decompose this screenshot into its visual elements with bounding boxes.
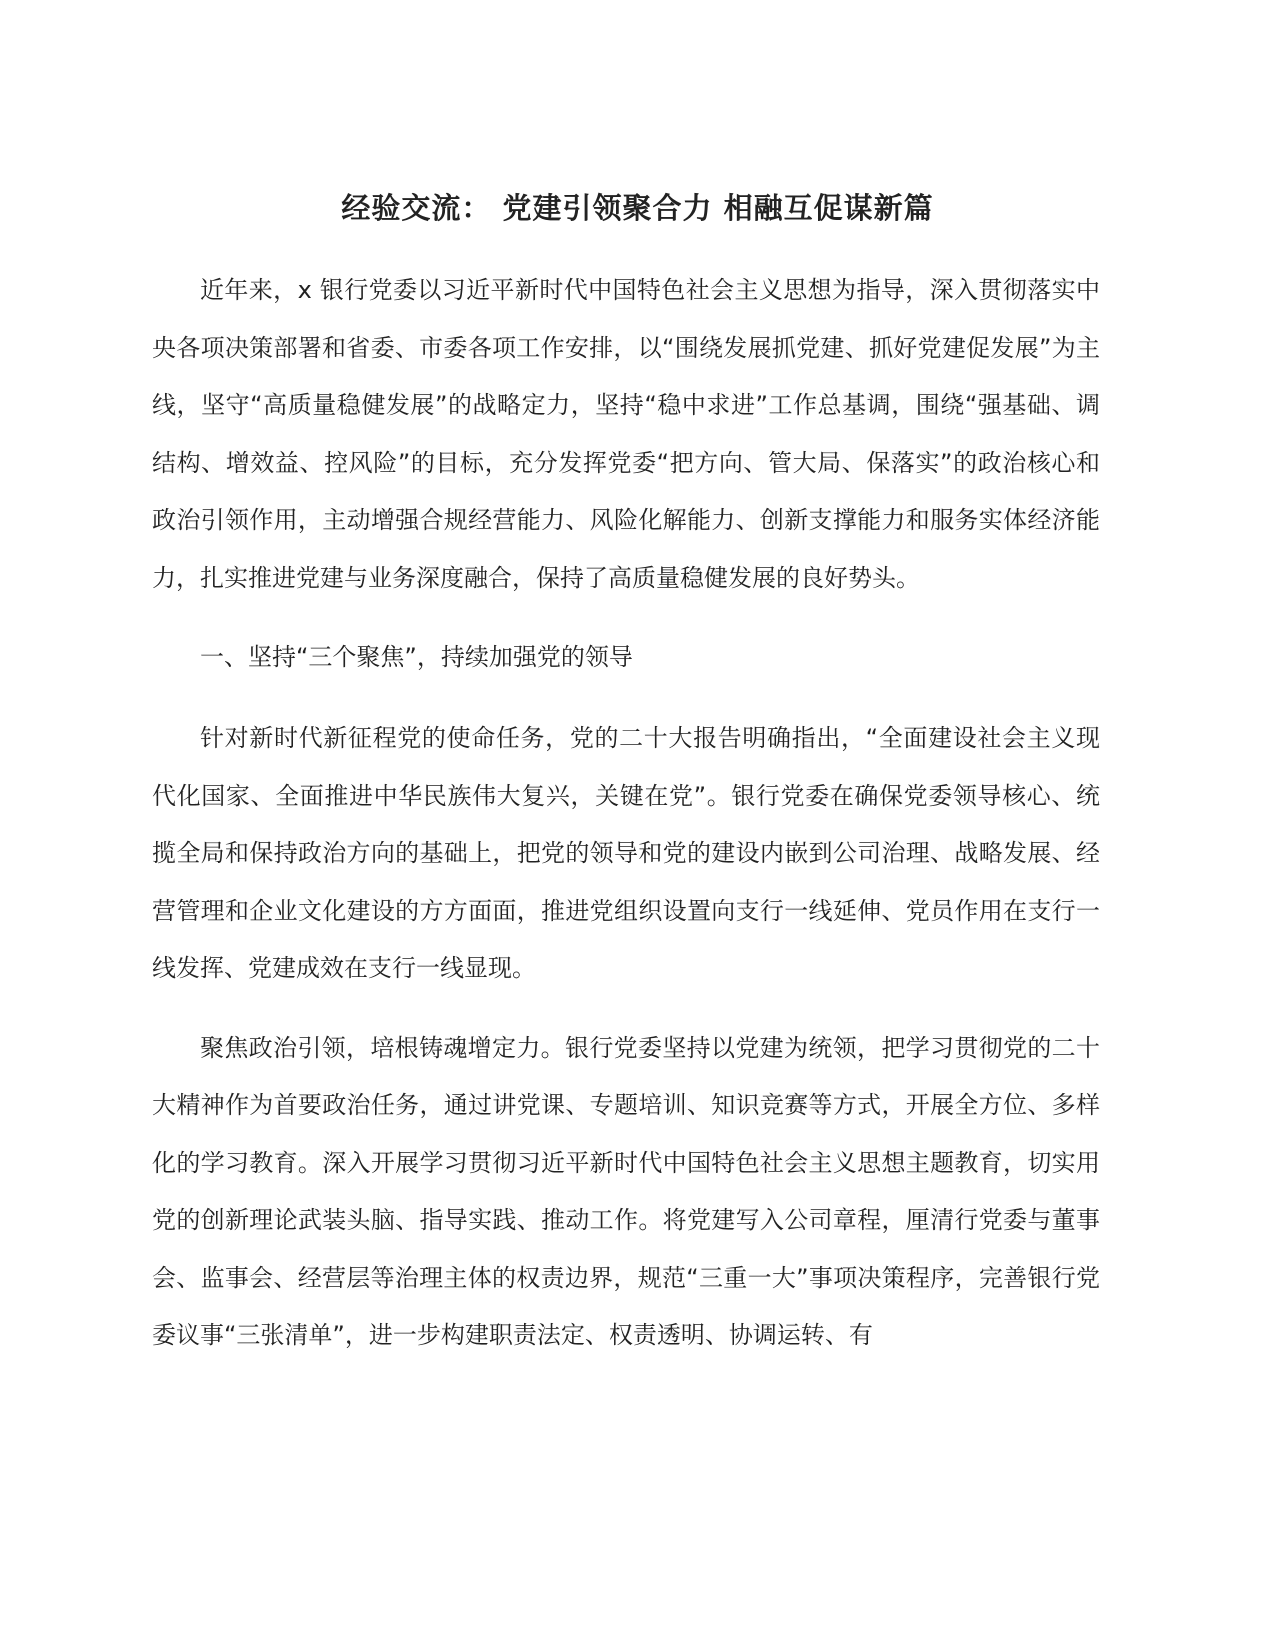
- paragraph-intro: 近年来，x 银行党委以习近平新时代中国特色社会主义思想为指导，深入贯彻落实中央各项决策部署和省委、市委各项工作安排，以“围绕发展抓党建、抓好党建促发展”为主线，坚守“高质量稳健发展”的战略定力，坚持“稳中求进”工作总基调，围绕“强基础、调结构、增效益、控风险”的目标，充分发挥党委“把方向、管大局、保落实”的政治核心和政治引领作用，主动增强合规经营能力、风险化解能力、创新支撑能力和服务实体经济能力，扎实推进党建与业务深度融合，保持了高质量稳健发展的良好势头。: [152, 276, 1100, 592]
- document-title: 经验交流： 党建引领聚合力 相融互促谋新篇: [341, 191, 934, 225]
- paragraph-section1-body: 针对新时代新征程党的使命任务，党的二十大报告明确指出，“全面建设社会主义现代化国家、全面推进中华民族伟大复兴，关键在党”。银行党委在确保党委领导核心、统揽全局和保持政治方向的基础上，把党的领导和党的建设内嵌到公司治理、战略发展、经营管理和企业文化建设的方方面面，推进党组织设置向支行一线延伸、党员作用在支行一线发挥、党建成效在支行一线显现。: [152, 724, 1100, 982]
- paragraph-political-guidance: 聚焦政治引领，培根铸魂增定力。银行党委坚持以党建为统领，把学习贯彻党的二十大精神作为首要政治任务，通过讲党课、专题培训、知识竞赛等方式，开展全方位、多样化的学习教育。深入开展学习贯彻习近平新时代中国特色社会主义思想主题教育，切实用党的创新理论武装头脑、指导实践、推动工作。将党建写入公司章程，厘清行党委与董事会、监事会、经营层等治理主体的权责边界，规范“三重一大”事项决策程序，完善银行党委议事“三张清单”，进一步构建职责法定、权责透明、协调运转、有: [152, 1033, 1100, 1349]
- document-body: [152, 262, 1100, 1387]
- section-heading-1: 一、坚持“三个聚焦”，持续加强党的领导: [200, 643, 633, 671]
